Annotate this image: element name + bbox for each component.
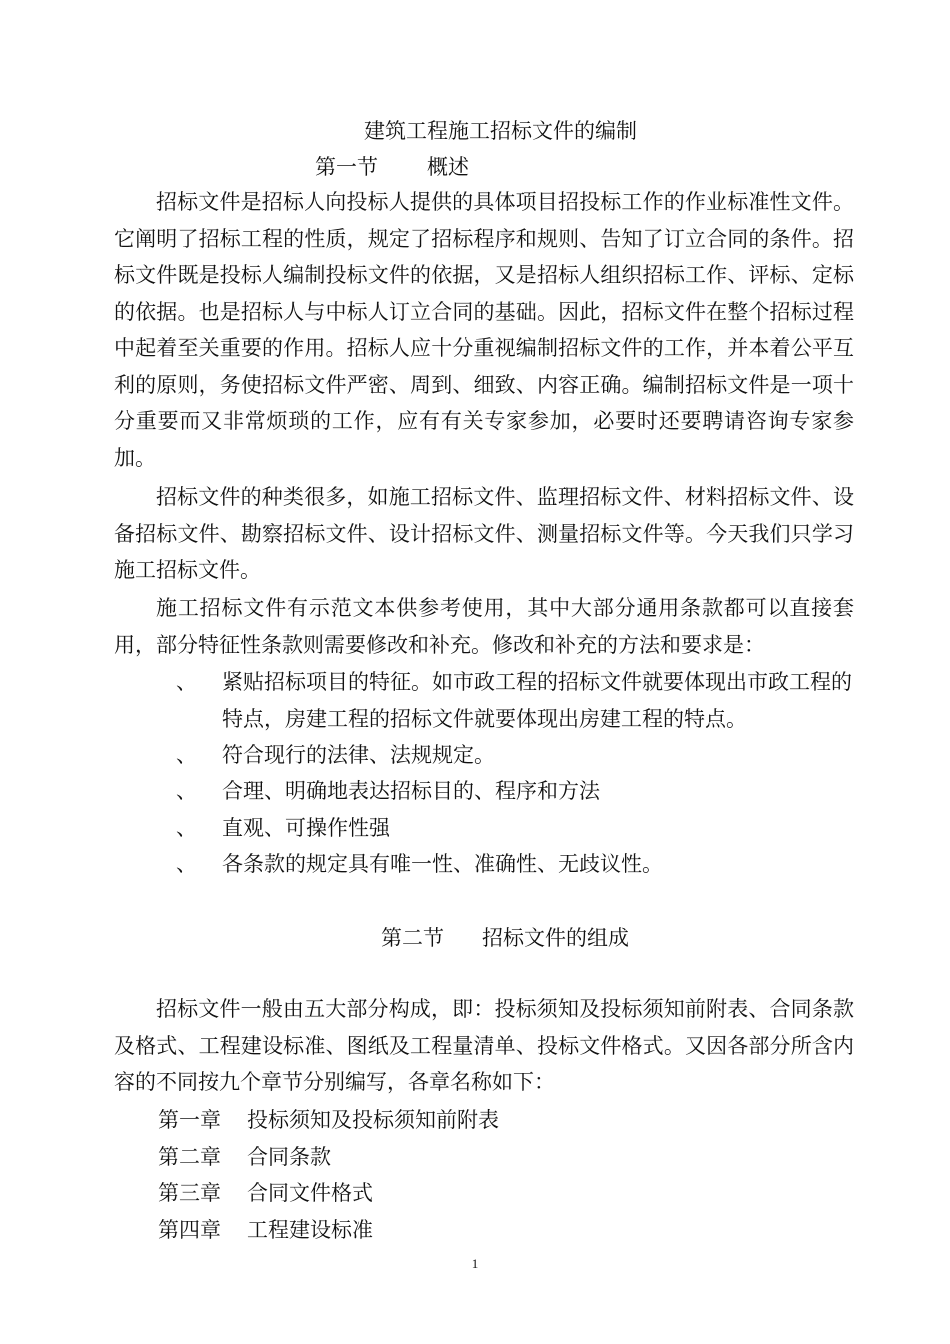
list-bullet: 、 bbox=[176, 670, 197, 694]
chapter-number: 第三章 bbox=[158, 1181, 221, 1205]
chapter-name: 合同文件格式 bbox=[247, 1181, 373, 1205]
chapter-number: 第一章 bbox=[158, 1108, 221, 1132]
paragraph-model-text: 施工招标文件有示范文本供参考使用，其中大部分通用条款都可以直接套用，部分特征性条款则需要修改和补充。修改和补充的方法和要求是： bbox=[114, 596, 854, 657]
section-2-heading: 招标文件的组成 bbox=[482, 926, 629, 950]
chapter-number: 第四章 bbox=[158, 1218, 221, 1242]
list-item-text: 符合现行的法律、法规规定。 bbox=[222, 743, 495, 767]
list-item-text: 合理、明确地表达招标目的、程序和方法 bbox=[222, 779, 600, 803]
chapter-number: 第二章 bbox=[158, 1145, 221, 1169]
chapter-name: 投标须知及投标须知前附表 bbox=[247, 1108, 499, 1132]
document-title: 建筑工程施工招标文件的编制 bbox=[364, 119, 637, 143]
list-item bbox=[222, 664, 862, 737]
list-bullet: 、 bbox=[176, 816, 197, 840]
page-number: 1 bbox=[471, 1256, 479, 1271]
paragraph-overview: 招标文件是招标人向投标人提供的具体项目招投标工作的作业标准性文件。它阐明了招标工程的性质，规定了招标程序和规则、告知了订立合同的条件。招标文件既是投标人编制投标文件的依据，又是招标人组织招标工作、评标、定标的依据。也是招标人与中标人订立合同的基础。因此，招标文件在整个招标过程中起着至关重要的作用。招标人应十分重视编制招标文件的工作，并本着公平互利的原则，务使招标文件严密、周到、细致、内容正确。编制招标文件是一项十分重要而又非常烦琐的工作，应有有关专家参加，必要时还要聘请咨询专家参加。 bbox=[114, 190, 854, 470]
list-bullet: 、 bbox=[176, 743, 197, 767]
list-bullet: 、 bbox=[176, 779, 197, 803]
list-item-text: 紧贴招标项目的特征。如市政工程的招标文件就要体现出市政工程的特点，房建工程的招标文件就要体现出房建工程的特点。 bbox=[222, 670, 852, 731]
section-1-heading: 概述 bbox=[427, 155, 469, 179]
list-item-text: 直观、可操作性强 bbox=[222, 816, 390, 840]
paragraph-types: 招标文件的种类很多，如施工招标文件、监理招标文件、材料招标文件、设备招标文件、勘察招标文件、设计招标文件、测量招标文件等。今天我们只学习施工招标文件。 bbox=[114, 485, 854, 582]
paragraph-composition: 招标文件一般由五大部分构成，即：投标须知及投标须知前附表、合同条款及格式、工程建设标准、图纸及工程量清单、投标文件格式。又因各部分所含内容的不同按九个章节分别编写，各章名称如下： bbox=[114, 997, 854, 1094]
section-1-number: 第一节 bbox=[315, 155, 378, 179]
list-item-text: 各条款的规定具有唯一性、准确性、无歧议性。 bbox=[222, 852, 663, 876]
list-bullet: 、 bbox=[176, 852, 197, 876]
chapter-name: 合同条款 bbox=[247, 1145, 331, 1169]
section-2-number: 第二节 bbox=[381, 926, 444, 950]
chapter-name: 工程建设标准 bbox=[247, 1218, 373, 1242]
